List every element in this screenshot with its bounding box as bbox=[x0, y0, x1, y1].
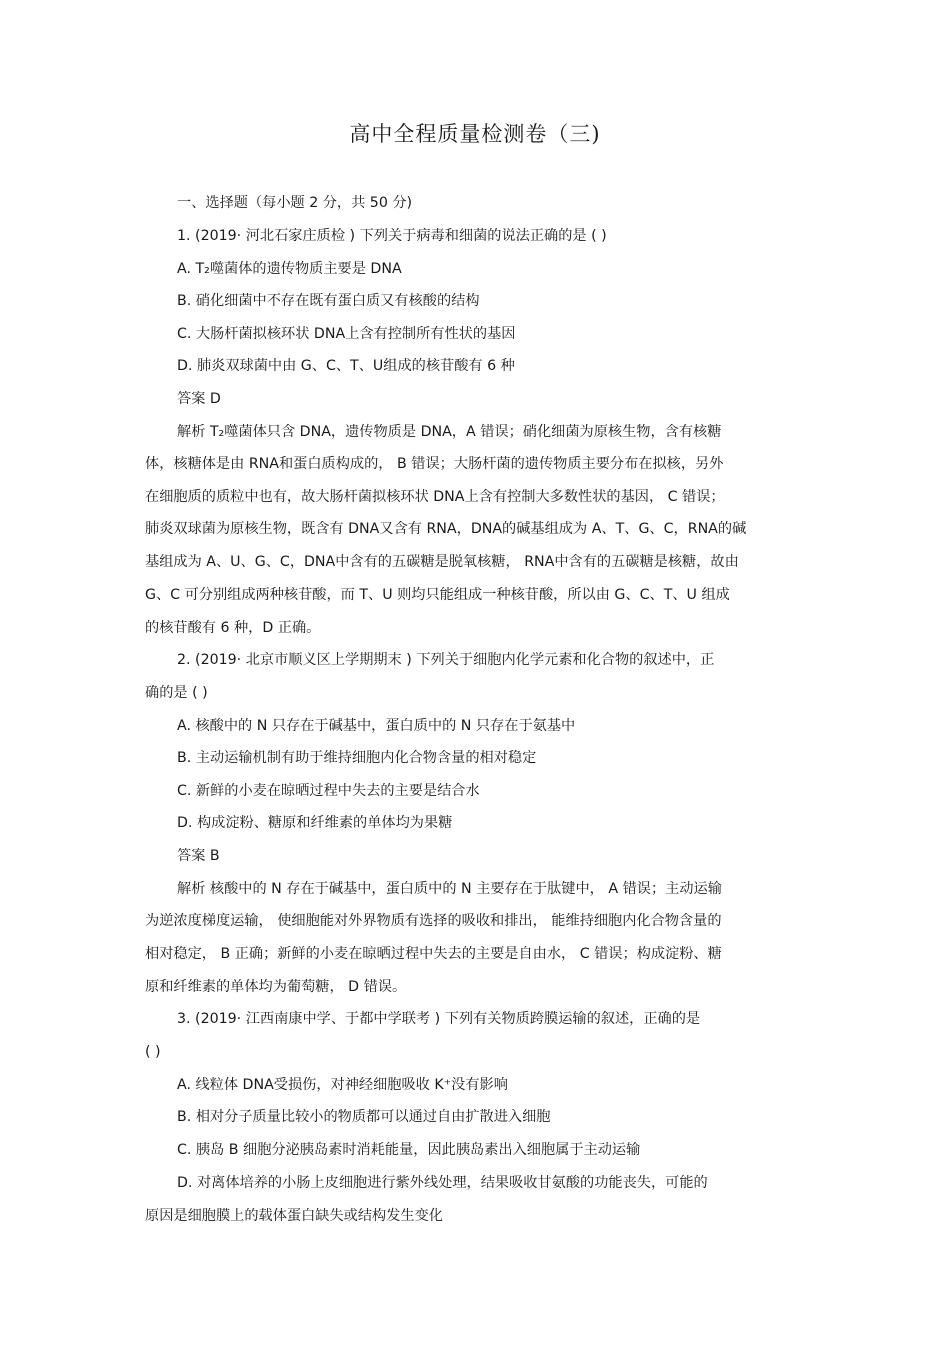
question-3-stem: 3. (2019· 江西南康中学、于都中学联考 ) 下列有关物质跨膜运输的叙述，正确的是 bbox=[177, 1011, 701, 1027]
question-2-stem: 2. (2019· 北京市顺义区上学期期末 ) 下列关于细胞内化学元素和化合物的叙述中，正 bbox=[177, 652, 715, 668]
question-1-explanation-line: 肺炎双球菌为原核生物，既含有 DNA又含有 RNA，DNA的碱基组成为 A、T、G、C，RNA的碱 bbox=[145, 521, 747, 537]
question-2-option-b: B. 主动运输机制有助于维持细胞内化合物含量的相对稳定 bbox=[177, 750, 537, 766]
page-title: 高中全程质量检测卷（三) bbox=[349, 122, 601, 146]
question-3-option-d-cont: 原因是细胞膜上的载体蛋白缺失或结构发生变化 bbox=[145, 1208, 443, 1224]
question-1-explanation-line: 基组成为 A、U、G、C，DNA中含有的五碳糖是脱氧核糖， RNA中含有的五碳糖是核糖，故由 bbox=[145, 554, 739, 570]
question-1-explanation-line: 在细胞质的质粒中也有，故大肠杆菌拟核环状 DNA上含有控制大多数性状的基因， C 错误； bbox=[145, 489, 725, 505]
question-1-option-c: C. 大肠杆菌拟核环状 DNA上含有控制所有性状的基因 bbox=[177, 326, 516, 342]
question-1-option-a: A. T₂噬菌体的遗传物质主要是 DNA bbox=[177, 261, 402, 277]
question-1-explanation-line: 的核苷酸有 6 种，D 正确。 bbox=[145, 620, 321, 636]
question-1-option-d: D. 肺炎双球菌中由 G、C、T、U组成的核苷酸有 6 种 bbox=[177, 358, 515, 374]
question-2-answer: 答案 B bbox=[177, 848, 220, 864]
question-3-option-c: C. 胰岛 B 细胞分泌胰岛素时消耗能量，因此胰岛素出入细胞属于主动运输 bbox=[177, 1142, 641, 1158]
question-2-explanation-line: 原和纤维素的单体均为葡萄糖， D 错误。 bbox=[145, 979, 407, 995]
question-2-explanation-line: 相对稳定， B 正确；新鲜的小麦在晾晒过程中失去的主要是自由水， C 错误；构成淀粉、糖 bbox=[145, 946, 722, 962]
question-2-option-c: C. 新鲜的小麦在晾晒过程中失去的主要是结合水 bbox=[177, 783, 480, 799]
question-1-option-b: B. 硝化细菌中不存在既有蛋白质又有核酸的结构 bbox=[177, 293, 480, 309]
question-2-explanation-line: 为逆浓度梯度运输， 使细胞能对外界物质有选择的吸收和排出， 能维持细胞内化合物含量的 bbox=[145, 913, 722, 929]
question-1-explanation-line: 体，核糖体是由 RNA和蛋白质构成的， B 错误；大肠杆菌的遗传物质主要分布在拟核，另外 bbox=[145, 456, 724, 472]
question-3-option-d: D. 对离体培养的小肠上皮细胞进行紫外线处理，结果吸收甘氨酸的功能丧失，可能的 bbox=[177, 1175, 708, 1191]
question-2-stem-cont: 确的是 ( ) bbox=[145, 685, 208, 701]
question-2-explanation-line: 解析 核酸中的 N 存在于碱基中，蛋白质中的 N 主要存在于肽键中， A 错误；主动运输 bbox=[177, 881, 722, 897]
question-1-answer: 答案 D bbox=[177, 391, 221, 407]
question-2-option-d: D. 构成淀粉、糖原和纤维素的单体均为果糖 bbox=[177, 815, 453, 831]
question-1-explanation-line: G、C 可分别组成两种核苷酸，而 T、U 则均只能组成一种核苷酸，所以由 G、C、T、U 组成 bbox=[145, 587, 730, 603]
question-3-stem-cont: ( ) bbox=[145, 1044, 161, 1060]
question-2-option-a: A. 核酸中的 N 只存在于碱基中，蛋白质中的 N 只存在于氨基中 bbox=[177, 718, 576, 734]
question-1-explanation-line: 解析 T₂噬菌体只含 DNA，遗传物质是 DNA，A 错误；硝化细菌为原核生物，含有核糖 bbox=[177, 424, 722, 440]
question-3-option-b: B. 相对分子质量比较小的物质都可以通过自由扩散进入细胞 bbox=[177, 1109, 551, 1125]
question-1-stem: 1. (2019· 河北石家庄质检 ) 下列关于病毒和细菌的说法正确的是 ( ) bbox=[177, 228, 607, 244]
question-3-option-a: A. 线粒体 DNA受损伤，对神经细胞吸收 K⁺没有影响 bbox=[177, 1077, 508, 1093]
section-heading: 一、选择题（每小题 2 分，共 50 分) bbox=[177, 195, 413, 211]
